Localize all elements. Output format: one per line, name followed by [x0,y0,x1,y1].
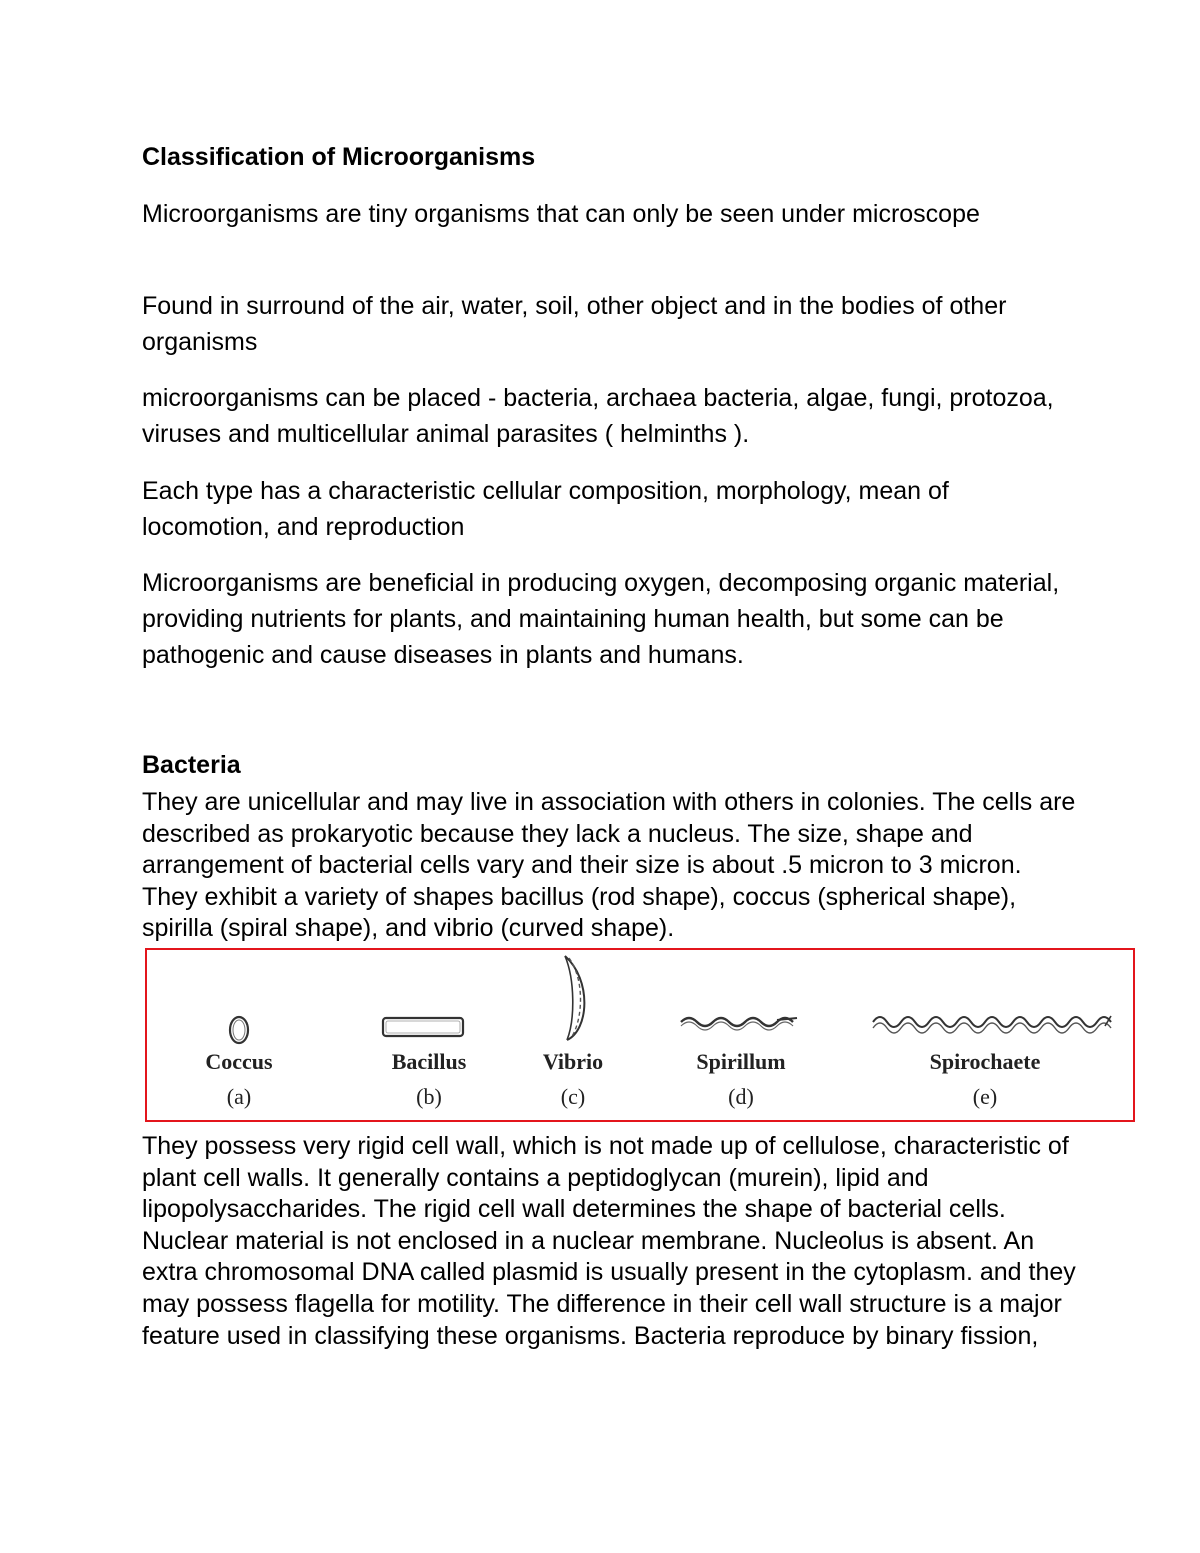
shape-letter-spirillum: (d) [728,1084,754,1109]
document-title: Classification of Microorganisms [142,143,536,171]
paragraph-groups: microorganisms can be placed - bacteria, archaea bacteria, algae, fungi, protozoa, viruses and multicellular animal parasites ( helminths ). [142,384,1054,448]
shape-letter-spirochaete: (e) [972,1084,998,1109]
shape-name-spirochaete: Spirochaete [929,1049,1041,1074]
shape-name-vibrio: Vibrio [542,1049,604,1074]
shape-spirochaete [885,950,1085,1124]
paragraph-habitat: Found in surround of the air, water, soil, other object and in the bodies of other organisms [142,292,1007,356]
shape-letter-bacillus: (b) [416,1084,442,1109]
bacteria-cell-wall-paragraph: They possess very rigid cell wall, which is not made up of cellulose, characteristic of plant cell walls. It generally contains a peptidoglycan (murein), lipid and lipopolysaccharides. The rigid cell wall determines the shape of bacterial cells. Nuclear material is not enclosed in a nuclear membrane. Nucleolus is absent. An extra chromosomal DNA called plasmid is usually present in the cytoplasm. and they may possess flagella for motility. The difference in their cell wall structure is a major feature used in classifying these organisms. Bacteria reproduce by binary fission, [142,1132,1076,1350]
bacteria-intro-paragraph: They are unicellular and may live in association with others in colonies. The cells are described as prokaryotic because they lack a nucleus. The size, shape and arrangement of bacterial cells vary and their size is about .5 micron to 3 micron. They exhibit a variety of shapes bacillus (rod shape), coccus (spherical shape), spirilla (spiral shape), and vibrio (curved shape). [142,788,1076,943]
bacteria-shapes-figure [145,948,1135,1122]
bacteria-heading: Bacteria [142,751,241,779]
shape-spirillum [641,950,841,1124]
shape-coccus [139,950,339,1124]
shape-letter-vibrio: (c) [560,1084,586,1109]
paragraph-characteristics: Each type has a characteristic cellular composition, morphology, mean of locomotion, and reproduction [142,477,949,541]
shape-name-bacillus: Bacillus [391,1049,467,1074]
paragraph-benefits: Microorganisms are beneficial in producing oxygen, decomposing organic material, providing nutrients for plants, and maintaining human health, but some can be pathogenic and cause diseases in plants and humans. [142,569,1060,669]
shape-letter-coccus: (a) [226,1084,252,1109]
shape-name-spirillum: Spirillum [696,1049,786,1074]
shape-name-coccus: Coccus [205,1049,273,1074]
paragraph-definition: Microorganisms are tiny organisms that can only be seen under microscope [142,200,980,228]
